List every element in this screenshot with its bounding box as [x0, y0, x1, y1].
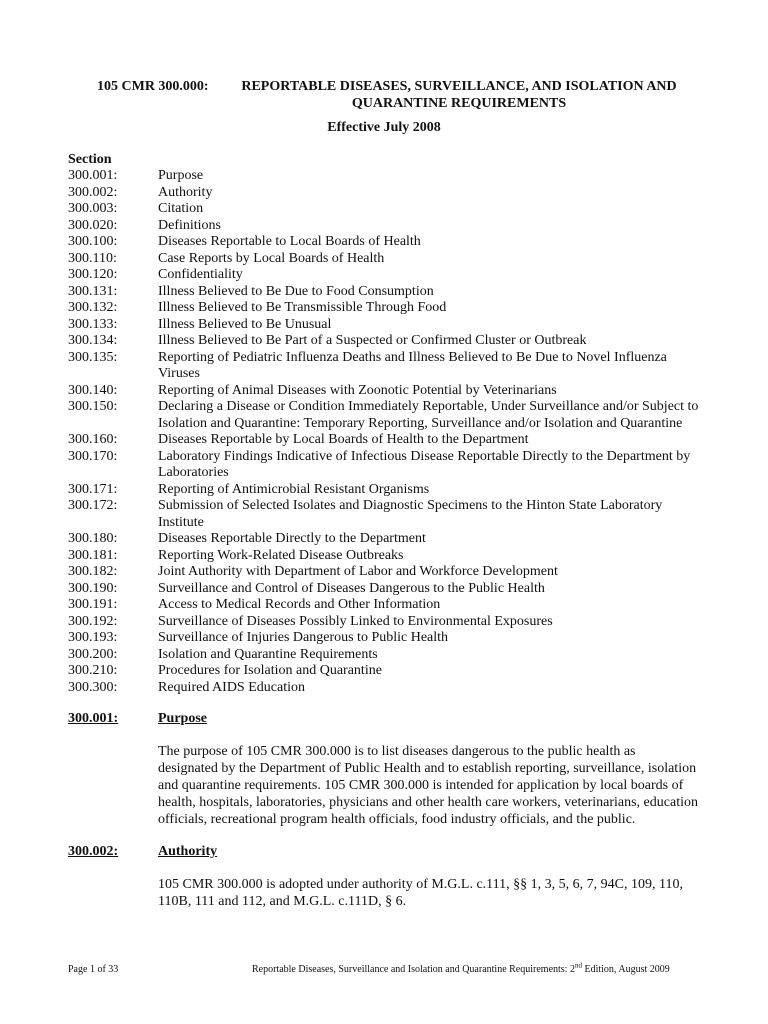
toc-row — [68, 399, 708, 432]
toc-heading: Section — [68, 152, 112, 167]
toc-section-label: Surveillance and Control of Diseases Dangerous to the Public Health — [158, 580, 545, 596]
toc-section-number: 300.181: — [68, 547, 118, 563]
toc-row — [68, 680, 708, 697]
section-number: 300.002: — [68, 844, 119, 859]
toc-section-label: Reporting of Pediatric Influenza Deaths and Illness Believed to Be Due to Novel Influenza Viruses — [158, 349, 667, 381]
document-footer: Reportable Diseases, Surveillance and Isolation and Quarantine Requirements: 2nd Edition, August 2009 — [252, 961, 670, 975]
toc-section-label: Reporting Work-Related Disease Outbreaks — [158, 547, 404, 563]
toc-section-label: Diseases Reportable by Local Boards of Health to the Department — [158, 432, 529, 447]
toc-row — [68, 317, 708, 334]
toc-section-number: 300.131: — [68, 283, 118, 299]
section-heading-authority — [68, 844, 217, 860]
toc-row — [68, 647, 708, 664]
toc-section-number: 300.140: — [68, 382, 118, 398]
toc-row — [68, 383, 708, 400]
toc-section-number: 300.003: — [68, 201, 118, 216]
toc-row — [68, 267, 708, 284]
toc-section-number: 300.133: — [68, 316, 118, 332]
toc-section-number: 300.210: — [68, 663, 118, 678]
toc-section-label: Procedures for Isolation and Quarantine — [158, 663, 382, 678]
authority-paragraph: 105 CMR 300.000 is adopted under authority of M.G.L. c.111, §§ 1, 3, 5, 6, 7, 94C, 109, 110, 110B, 111 and 112, and M.G.L. c.111D, § 6. — [158, 877, 683, 909]
toc-row — [68, 498, 708, 531]
toc-section-number: 300.180: — [68, 531, 118, 546]
toc-row — [68, 234, 708, 251]
toc-section-number: 300.160: — [68, 432, 118, 447]
toc-section-label: Surveillance of Diseases Possibly Linked to Environmental Exposures — [158, 613, 553, 629]
section-heading-purpose — [68, 711, 207, 727]
toc-row — [68, 531, 708, 548]
regulation-title: REPORTABLE DISEASES, SURVEILLANCE, AND ISOLATION AND QUARANTINE REQUIREMENTS — [241, 79, 677, 111]
toc-section-label: Access to Medical Records and Other Information — [158, 597, 441, 612]
toc-section-label: Illness Believed to Be Unusual — [158, 316, 332, 332]
toc-row — [68, 449, 708, 482]
toc-row — [68, 581, 708, 598]
toc-row — [68, 614, 708, 631]
toc-row — [68, 185, 708, 202]
toc-section-number: 300.191: — [68, 597, 118, 612]
toc-section-label: Diseases Reportable Directly to the Department — [158, 531, 426, 546]
toc-section-number: 300.193: — [68, 630, 118, 645]
toc-row — [68, 284, 708, 301]
toc-section-number: 300.170: — [68, 448, 118, 464]
toc-row — [68, 251, 708, 268]
toc-section-number: 300.182: — [68, 564, 118, 579]
toc-list — [68, 168, 708, 696]
toc-row — [68, 218, 708, 235]
toc-row — [68, 630, 708, 647]
effective-date: Effective July 2008 — [327, 120, 441, 135]
toc-section-label: Illness Believed to Be Part of a Suspected or Confirmed Cluster or Outbreak — [158, 333, 587, 348]
toc-section-number: 300.150: — [68, 399, 118, 414]
toc-section-label: Reporting of Antimicrobial Resistant Organisms — [158, 481, 430, 497]
toc-section-number: 300.120: — [68, 267, 118, 282]
toc-section-number: 300.190: — [68, 580, 118, 596]
toc-section-label: Laboratory Findings Indicative of Infectious Disease Reportable Directly to the Department by Laboratories — [158, 448, 691, 480]
section-title: Purpose — [158, 711, 207, 726]
table-of-contents — [68, 152, 708, 696]
toc-section-number: 300.110: — [68, 250, 117, 266]
page-number: Page 1 of 33 — [68, 964, 119, 975]
toc-section-number: 300.135: — [68, 349, 118, 365]
toc-row — [68, 564, 708, 581]
toc-section-number: 300.100: — [68, 234, 118, 249]
regulation-code: 105 CMR 300.000: — [97, 79, 209, 94]
toc-section-number: 300.300: — [68, 679, 118, 695]
toc-row — [68, 201, 708, 218]
toc-section-label: Confidentiality — [158, 267, 243, 282]
toc-section-label: Definitions — [158, 217, 221, 233]
toc-section-number: 300.001: — [68, 168, 118, 183]
section-title: Authority — [158, 844, 218, 859]
toc-section-number: 300.002: — [68, 184, 118, 200]
toc-section-label: Isolation and Quarantine Requirements — [158, 646, 378, 662]
toc-section-label: Citation — [158, 201, 204, 216]
purpose-paragraph: The purpose of 105 CMR 300.000 is to list diseases dangerous to the public health as designated by the Department of Public Health and to establish reporting, surveillance, isolation and quarantine requirements. 105 CMR 300.000 is intended for application by local boards of health, hospitals, laboratories, physicians and other health care workers, veterinarians, education officials, recreational program health officials, food industry officials, and the public. — [158, 744, 698, 827]
toc-section-label: Diseases Reportable to Local Boards of Health — [158, 234, 421, 249]
toc-section-number: 300.172: — [68, 498, 118, 513]
toc-row — [68, 482, 708, 499]
toc-row — [68, 663, 708, 680]
toc-row — [68, 350, 708, 383]
section-number: 300.001: — [68, 711, 119, 726]
toc-section-label: Joint Authority with Department of Labor and Workforce Development — [158, 564, 558, 579]
toc-section-number: 300.020: — [68, 217, 118, 233]
toc-section-number: 300.192: — [68, 613, 118, 629]
toc-section-label: Submission of Selected Isolates and Diagnostic Specimens to the Hinton State Laboratory Institute — [158, 498, 663, 530]
toc-section-label: Illness Believed to Be Due to Food Consumption — [158, 283, 434, 299]
toc-section-label: Declaring a Disease or Condition Immediately Reportable, Under Surveillance and/or Subject to Isolation and Quarantine: Temporary Reporting, Surveillance and/or Isolation and Quarantine — [158, 399, 699, 431]
toc-row — [68, 168, 708, 185]
toc-row — [68, 300, 708, 317]
toc-row — [68, 548, 708, 565]
toc-section-label: Reporting of Animal Diseases with Zoonotic Potential by Veterinarians — [158, 382, 557, 398]
toc-section-label: Case Reports by Local Boards of Health — [158, 250, 385, 266]
toc-section-number: 300.200: — [68, 646, 118, 662]
toc-row — [68, 333, 708, 350]
toc-row — [68, 597, 708, 614]
toc-row — [68, 432, 708, 449]
toc-section-number: 300.171: — [68, 481, 118, 497]
toc-section-label: Authority — [158, 184, 213, 200]
toc-section-number: 300.132: — [68, 300, 118, 315]
toc-section-label: Illness Believed to Be Transmissible Through Food — [158, 300, 447, 315]
toc-section-label: Required AIDS Education — [158, 679, 305, 695]
toc-section-label: Surveillance of Injuries Dangerous to Public Health — [158, 630, 449, 645]
toc-section-number: 300.134: — [68, 333, 118, 348]
toc-section-label: Purpose — [158, 168, 204, 183]
